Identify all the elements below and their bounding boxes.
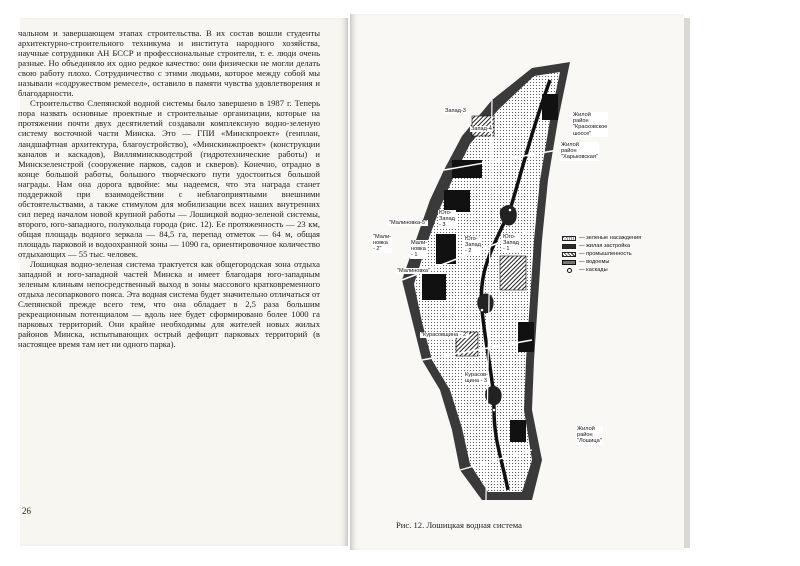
cascade-marker xyxy=(492,408,495,411)
page-number: 26 xyxy=(22,506,31,516)
legend-item-cascade: — каскады xyxy=(562,266,682,274)
map-label: Жилой район "Лошица" xyxy=(577,426,602,445)
map-label: Юго- Запад - 3 xyxy=(439,210,455,229)
map-label: "Курасовщина - 2" xyxy=(421,332,469,338)
legend-item-residential: — жилая застройка xyxy=(562,242,682,250)
map-label: Запад-4 xyxy=(471,126,492,132)
map-figure xyxy=(373,60,622,504)
hatched-swatch-icon xyxy=(562,252,576,257)
grey-swatch-icon xyxy=(562,260,576,265)
map-label: Жилой район "Харьковская" xyxy=(561,142,598,161)
paragraph-3: Лошицкая водно-зеленая система трактуется как общегородская зона отдыха западной и юго-западной частей Минска и имеет благодаря юго-западным зеленым клиньям непосредственный выход в зоны массового кратковременного отдыха лесопаркового пояса. Эта водная система будет значительно отличаться от Слепянской прежде всего тем, что она обладает в 2,5 раза большим рекреационным потенциалом — вдоль нее будет сформировано более 1000 га парковых территорий. Они крайне необходимы для жителей новых жилых районов Минска, испытывающих острый дефицит парковых территорий (в настоящее время там нет ни одного парка). xyxy=(18,259,320,350)
map-label: Жилой район "Красковское шоссе" xyxy=(573,112,608,137)
legend-item-water: — водоемы xyxy=(562,258,682,266)
residential-block xyxy=(510,420,526,442)
body-text xyxy=(18,28,320,350)
map-label: Курасов- щина - 3 xyxy=(465,372,489,385)
legend-item-green: — зеленые насаждения xyxy=(562,234,682,242)
page-edge xyxy=(684,18,690,548)
residential-block xyxy=(444,190,470,212)
solid-swatch-icon xyxy=(562,244,576,249)
map-label: "Малиновка" xyxy=(397,268,431,274)
industry-block xyxy=(500,256,526,290)
figure-caption: Рис. 12. Лошицкая водная система xyxy=(396,520,522,530)
residential-block xyxy=(518,322,534,352)
paragraph-2: Строительство Слепянской водной системы было завершено в 1987 г. Теперь пора назвать основные проектные и строительные организации, которые на протяжении почти двух десятилетий создавали комплексную водно-зеленую систему восточной части Минска. Это — ГПИ «Минскпроект» (генплан, ландшафтная архитектура, благоустройство), «Минскинжпроект» (конструкции каналов и каскадов), Вилляминскводстрой (гидротехнические работы) и Минскзеленстрой (сооружение парков, садов и скверов). Конечно, отрадно в конце большой работы, большого творческого пути удостоиться большой награды. Нам она дорога вдвойне: мы надеемся, что эта награда станет поддержкой при взаимодействии с неблагоприятными внешними обстоятельствами, а также стимулом для мобилизации всех наших внутренних сил перед началом новой крупной работы — Лошицкой водно-зеленой системы, второго, юго-западного, полукольца города (рис. 12). Ее протяженность — 23 км, общая площадь водного зеркала — 84,5 га, перепад отметок — 64 м, общая площадь парковой и водоохранной зоны — 1090 га, ориентировочное количество отдыхающих — 55 тыс. человек. xyxy=(18,98,320,260)
map-label: Юго- Запад - 2 xyxy=(465,236,481,255)
paragraph-1: чальном и завершающем этапах строительства. В их состав вошли студенты архитектурно-строительного техникума и института народного хозяйства, научные сотрудники АН БССР и профессиональные строители, т. е. люди очень разные. Но объединяло их одно редкое качество: они физически не могли делать свою работу плохо. Сотрудничество с этими людьми, которое между собой мы называли «содружеством ремесел», оставило в памяти чувства удовлетворения и благодарности. xyxy=(18,28,320,99)
cascade-marker xyxy=(508,208,511,211)
circle-marker-icon xyxy=(562,268,576,273)
residential-block xyxy=(542,94,558,120)
map-label: Запад-3 xyxy=(445,108,466,114)
residential-block xyxy=(422,274,446,300)
map-legend xyxy=(562,234,682,274)
map-label: "Малиновка-5" xyxy=(389,220,428,226)
map-label: Юго- Запад - 1 xyxy=(503,234,519,253)
residential-block xyxy=(452,160,482,178)
dotted-swatch-icon xyxy=(562,236,576,241)
map-label: Мали- новка - 1 xyxy=(411,240,428,259)
map-label: "Мали- новка - 2" xyxy=(373,234,392,253)
legend-item-industry: — промышленность xyxy=(562,250,682,258)
residential-block xyxy=(436,234,456,264)
cascade-marker xyxy=(480,308,483,311)
